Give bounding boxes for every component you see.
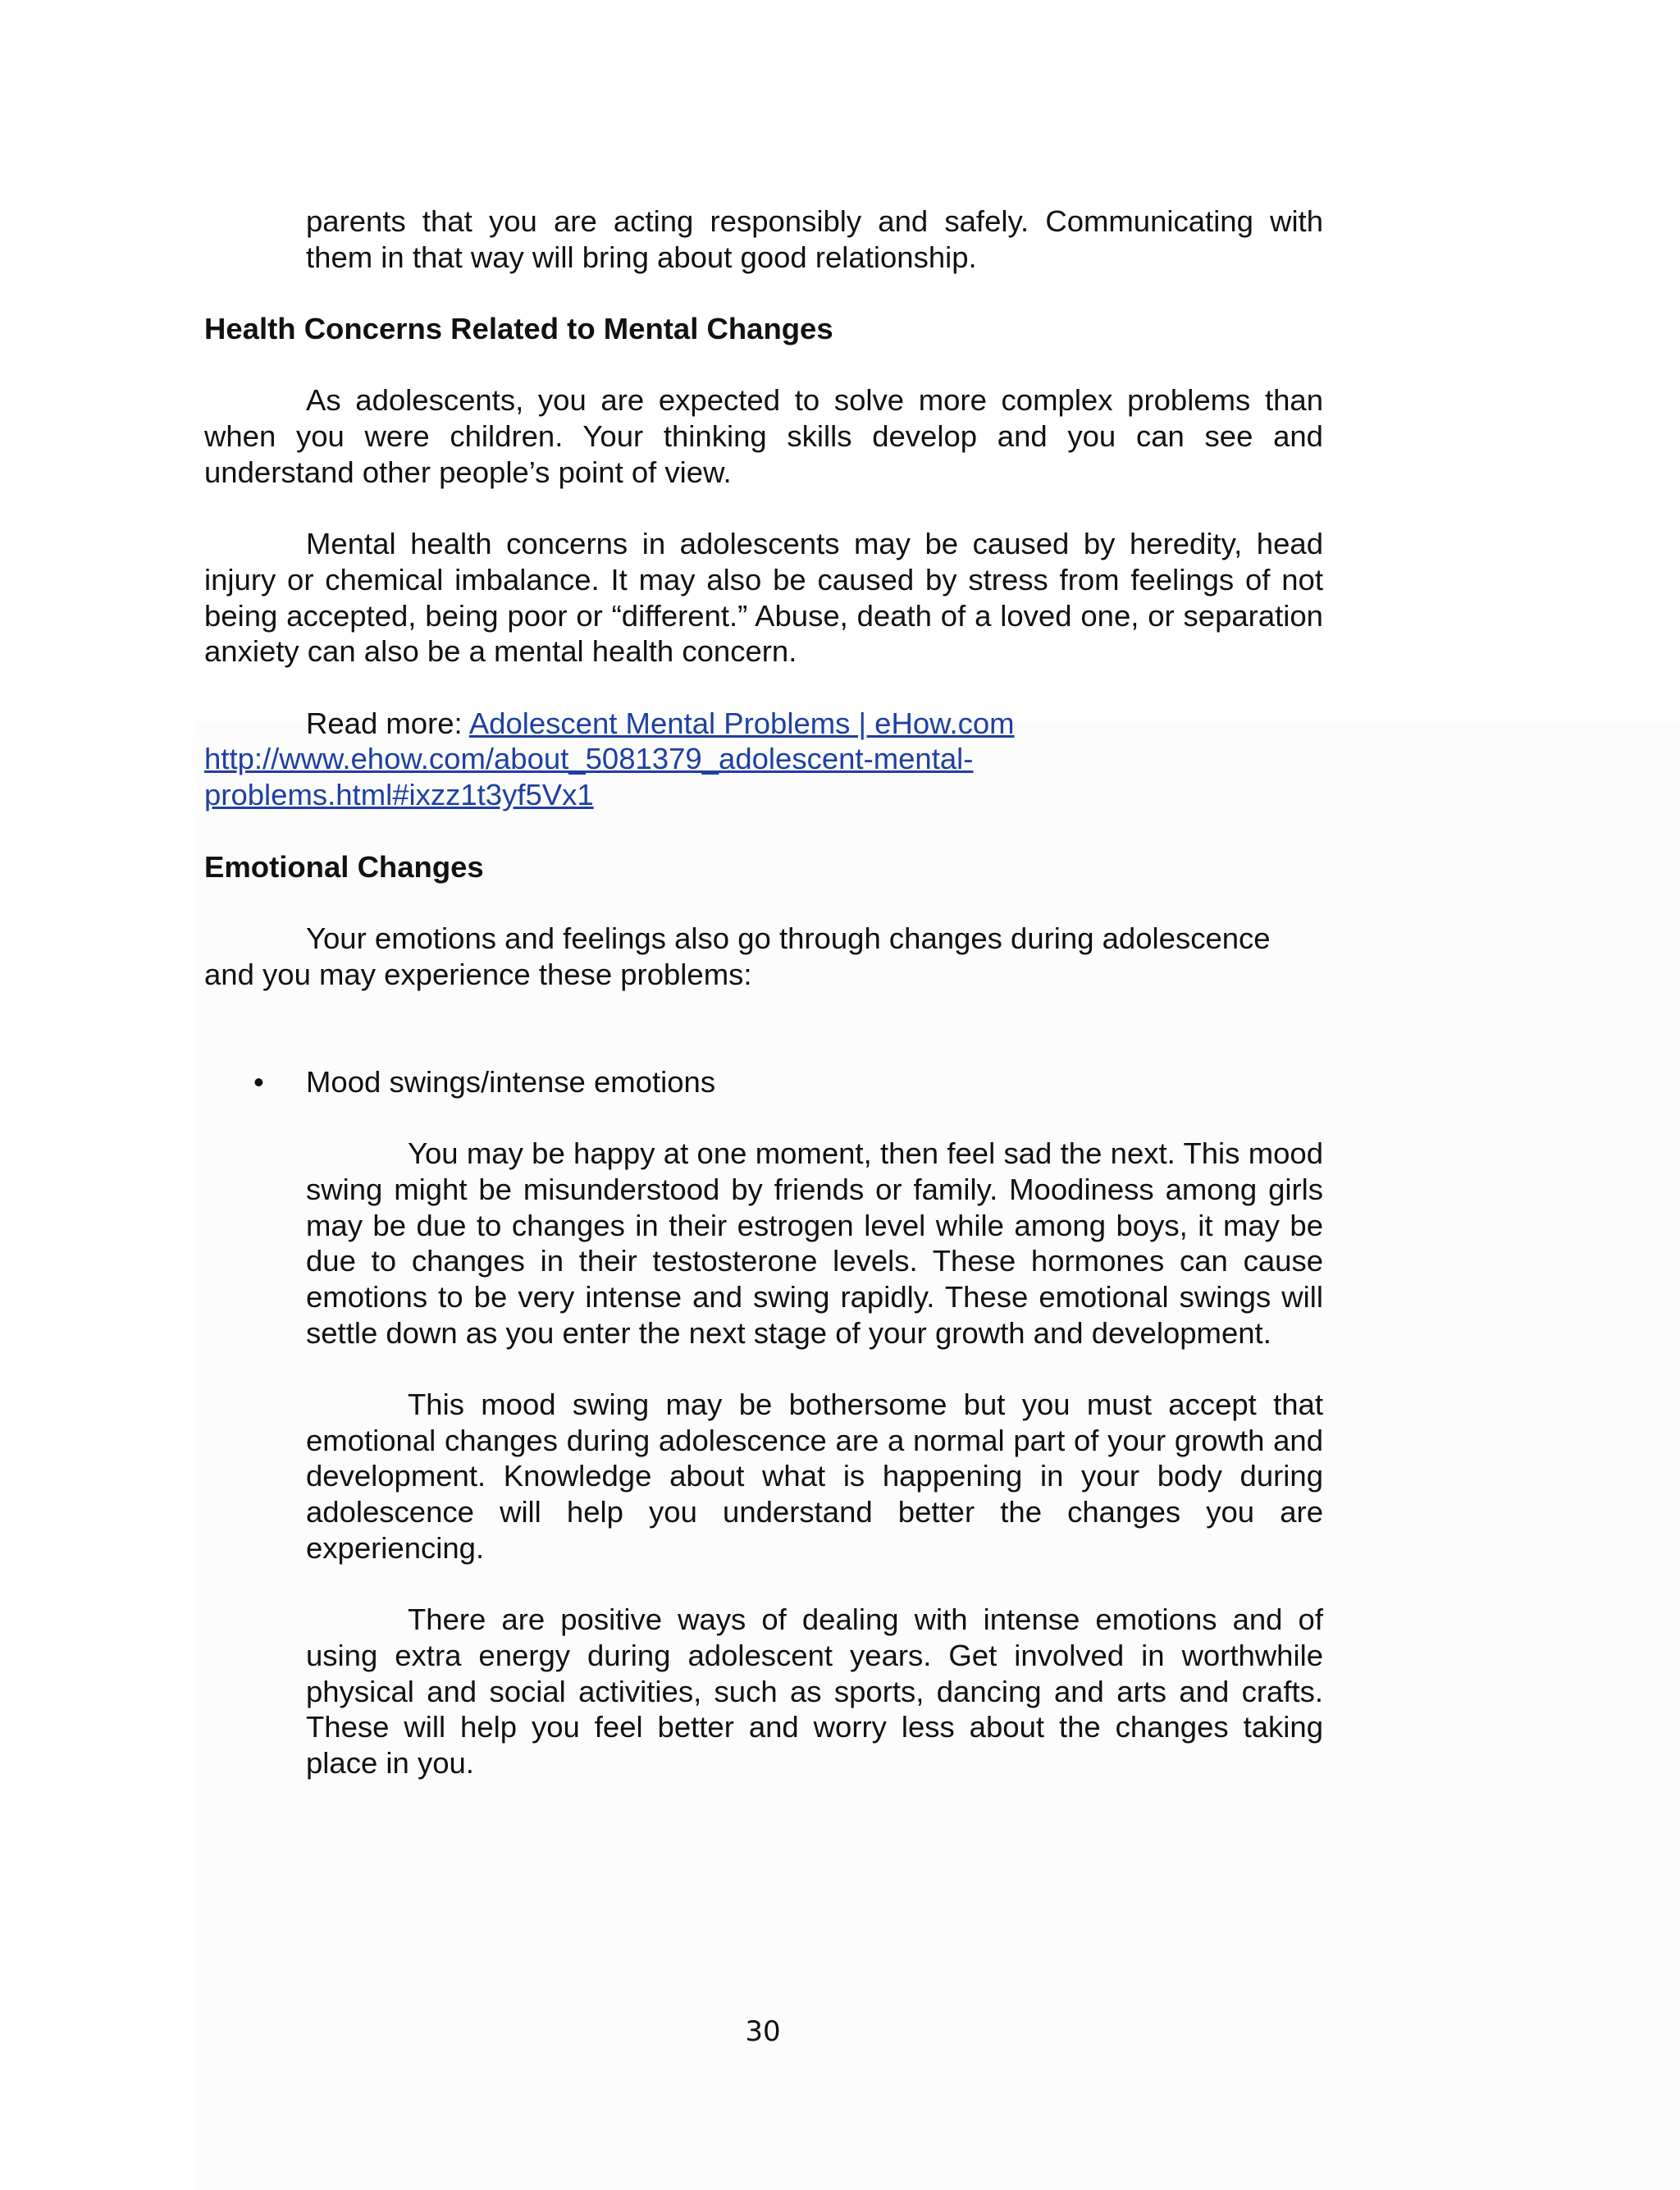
emotional-changes-heading: Emotional Changes bbox=[204, 849, 484, 884]
mental-paragraph-2: Mental health concerns in adolescents may be caused by heredity, head injury or chemical imbalance. It may also be caused by stress from feelings of not being accepted, being poor or “different.” Abuse, death of a loved one, or separation anxiety can also be a mental health concern. bbox=[204, 527, 1323, 669]
read-more-block bbox=[204, 706, 1323, 813]
ehow-url-link-line-1[interactable]: http://www.ehow.com/about_5081379_adolescent-mental- bbox=[204, 742, 974, 776]
document-page bbox=[204, 203, 1323, 1781]
mood-swing-paragraph-3: There are positive ways of dealing with intense emotions and of using extra energy during adolescent years. Get involved in worthwhile physical and social activities, such as sports, dancing and arts and crafts. These will help you feel better and worry less about the changes taking place in you. bbox=[306, 1602, 1323, 1781]
list-item bbox=[253, 1064, 1323, 1100]
read-more-label: Read more: bbox=[306, 706, 469, 740]
mental-changes-heading: Health Concerns Related to Mental Changes bbox=[204, 312, 833, 346]
page-number: 30 bbox=[745, 2015, 781, 2048]
emotional-intro-paragraph: Your emotions and feelings also go through changes during adolescence and you may experience these problems: bbox=[204, 921, 1271, 991]
ehow-article-link[interactable]: Adolescent Mental Problems | eHow.com bbox=[468, 706, 1015, 740]
bullet-label: Mood swings/intense emotions bbox=[306, 1064, 716, 1099]
mood-swing-paragraph-2: This mood swing may be bothersome but you must accept that emotional changes during adolescence are a normal part of your growth and development. Knowledge about what is happening in your body during adolescence will help you understand better the changes you are experiencing. bbox=[306, 1388, 1323, 1565]
bullet-marker: • bbox=[253, 1064, 264, 1099]
mental-paragraph-1: As adolescents, you are expected to solve more complex problems than when you were children. Your thinking skills develop and you can see and understand other people’s point of view. bbox=[204, 383, 1323, 489]
mood-swing-paragraph-1: You may be happy at one moment, then feel sad the next. This mood swing might be misunderstood by friends or family. Moodiness among girls may be due to changes in their estrogen level while among boys, it may be due to changes in their testosterone levels. These hormones can cause emotions to be very intense and swing rapidly. These emotional swings will settle down as you enter the next stage of your growth and development. bbox=[306, 1136, 1323, 1350]
intro-paragraph: parents that you are acting responsibly and safely. Communicating with them in that way will bring about good relationship. bbox=[306, 204, 1323, 274]
ehow-url-link-line-2[interactable]: problems.html#ixzz1t3yf5Vx1 bbox=[204, 778, 594, 812]
